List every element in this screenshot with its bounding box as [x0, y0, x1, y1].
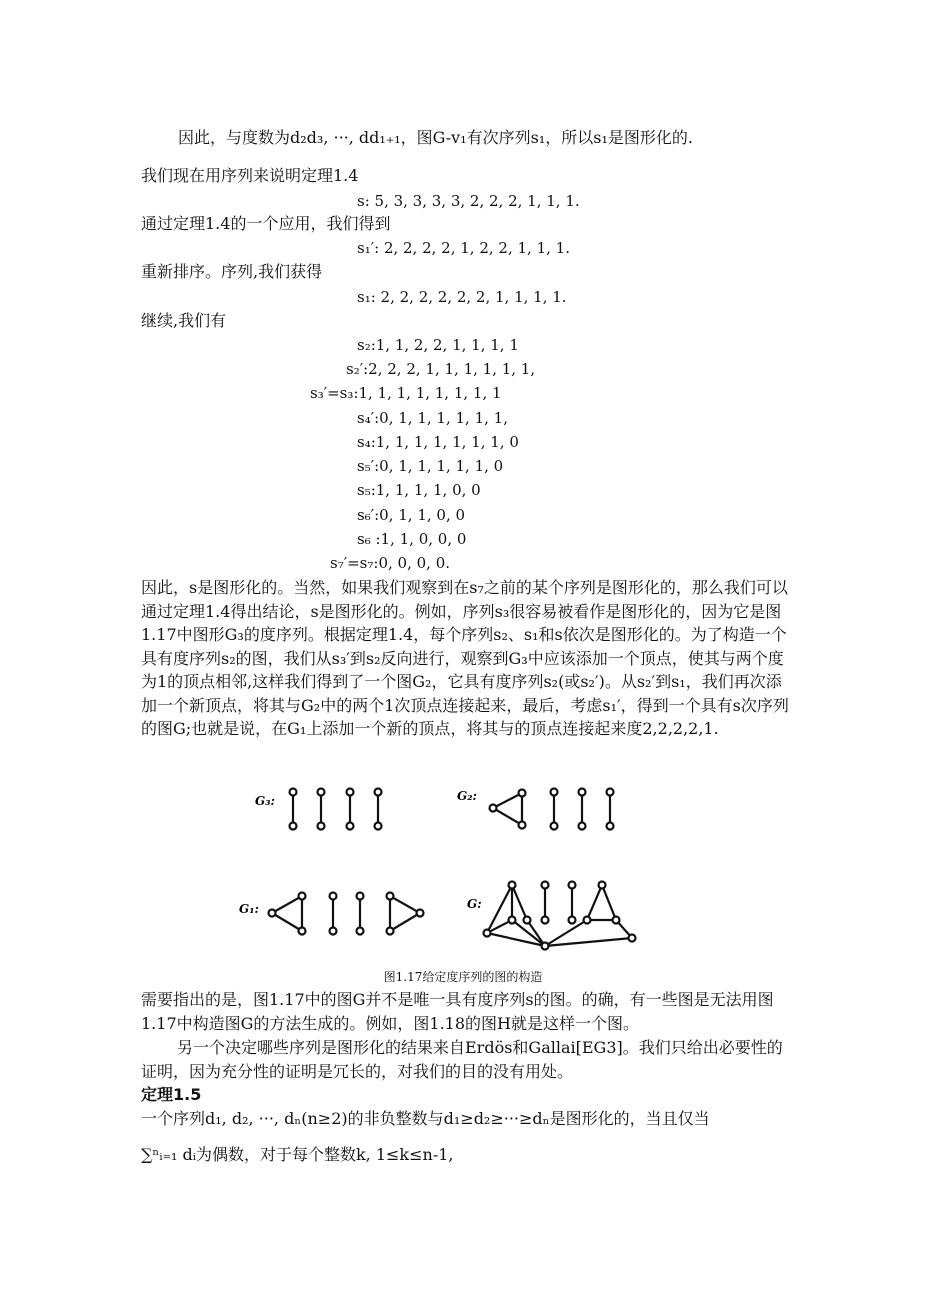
- sequence-s4-prime: s₄′:0, 1, 1, 1, 1, 1, 1,: [357, 409, 508, 427]
- sequence-s1-prime: s₁′: 2, 2, 2, 2, 1, 2, 2, 1, 1, 1.: [357, 239, 570, 257]
- para-3: 通过定理1.4的一个应用，我们得到: [141, 214, 391, 233]
- sequence-s5-prime: s₅′:0, 1, 1, 1, 1, 1, 0: [357, 457, 504, 475]
- para-1: 因此，与度数为d₂d₃, ···, dd₁₊₁，图G-v₁有次序列s₁，所以s₁是图形化的.: [178, 128, 693, 147]
- graph-g1: [269, 893, 424, 935]
- theorem-title: 定理1.5: [141, 1085, 202, 1104]
- sequence-s6-prime: s₆′:0, 1, 1, 0, 0: [357, 506, 466, 524]
- graph-g: [487, 885, 632, 946]
- label-g: G:: [467, 897, 482, 911]
- para-7: 需要指出的是，图1.17中的图G并不是唯一具有度序列s的图。的确，有一些图是无法用图1.17中构造图G的方法生成的。例如，图1.18的图H就是这样一个图。: [141, 990, 774, 1033]
- para-10: ∑ⁿᵢ₌₁ dᵢ为偶数，对于每个整数k, 1≤k≤n-1,: [141, 1145, 454, 1164]
- graph-g3: [290, 789, 382, 830]
- para-6: 因此，s是图形化的。当然，如果我们观察到在s₇之前的某个序列是图形化的，那么我们可以通过定理1.4得出结论，s是图形化的。例如，序列s₃很容易被看作是图形化的，因为它是图1.17中图形G₃的度序列。根据定理1.4，每个序列s₂、s₁和s依次是图形化的。为了构造一个具有度序列s₂的图，我们从s₃′到s₂反向进行，观察到G₃中应该添加一个顶点，使其与两个度为1的顶点相邻,这样我们得到了一个图G₂，它具有度序列s₂(或s₂′)。从s₂′到s₁，我们再次添加一个新顶点，将其与G₂中的两个1次顶点连接起来，最后，考虑s₁′，得到一个具有s次序列的图G;也就是说，在G₁上添加一个新的顶点，将其与的顶点连接起来度2,2,2,2,1.: [141, 578, 789, 738]
- sequence-s2-prime: s₂′:2, 2, 2, 1, 1, 1, 1, 1, 1,: [346, 360, 536, 378]
- graph-g2: [490, 789, 614, 830]
- sequence-s6: s₆ :1, 1, 0, 0, 0: [357, 530, 467, 548]
- sequence-s2: s₂:1, 1, 2, 2, 1, 1, 1, 1: [357, 336, 519, 354]
- para-4: 重新排序。序列,我们获得: [141, 262, 323, 281]
- sequence-s4: s₄:1, 1, 1, 1, 1, 1, 1, 0: [357, 433, 519, 451]
- sequence-s7: s₇′=s₇:0, 0, 0, 0.: [330, 554, 450, 572]
- para-5: 继续,我们有: [141, 311, 227, 330]
- label-g2: G₂:: [457, 789, 477, 803]
- sequence-s3: s₃′=s₃:1, 1, 1, 1, 1, 1, 1, 1: [310, 384, 502, 402]
- label-g1: G₁:: [239, 902, 259, 916]
- para-9: 一个序列d₁, d₂, ···, dₙ(n≥2)的非负整数与d₁≥d₂≥···≥dₙ是图形化的，当且仅当: [141, 1109, 710, 1128]
- figure-caption: 图1.17给定度序列的图的构造: [383, 970, 543, 984]
- sequence-s5: s₅:1, 1, 1, 1, 0, 0: [357, 481, 481, 499]
- para-8: 另一个决定哪些序列是图形化的结果来自Erdös和Gallai[EG3]。我们只给出必要性的证明，因为充分性的证明是冗长的，对我们的目的没有用处。: [141, 1038, 783, 1081]
- label-g3: G₃:: [255, 794, 275, 808]
- sequence-s: s: 5, 3, 3, 3, 3, 2, 2, 2, 1, 1, 1.: [357, 192, 580, 210]
- para-2: 我们现在用序列来说明定理1.4: [141, 166, 359, 185]
- sequence-s1: s₁: 2, 2, 2, 2, 2, 2, 1, 1, 1, 1.: [357, 288, 567, 306]
